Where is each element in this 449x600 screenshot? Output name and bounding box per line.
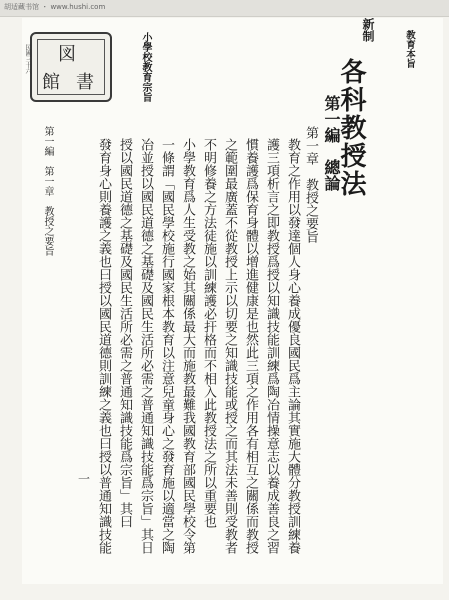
body-text-column: 之範圍最廣蓋不從教授上示以切要之知識技能或授之而其法未善則受教者 — [222, 138, 237, 554]
seal-char: 書 — [76, 72, 94, 93]
page-number: 一 — [78, 472, 91, 486]
source-note: 教育本旨 — [404, 30, 415, 68]
part-heading: 第一編 總論 — [322, 95, 341, 191]
chapter-heading: 第一章 教授之要旨 — [303, 126, 318, 243]
title-prefix: 新制 — [361, 18, 375, 42]
site-watermark: 胡适藏书馆 ・ www.hushi.com — [4, 3, 106, 11]
viewer-top-bar — [0, 0, 449, 17]
body-text-column: 不明修養之方法徒施以訓練護必扞格而不相入此教授法之所以重要也 — [201, 138, 216, 528]
seal-char: 館 — [42, 72, 60, 93]
body-text-column: 小學教育爲人生受教之始其關係最大而施教最難我國教育部國民學校令第 — [180, 138, 195, 554]
body-text-column: 發育身心則養護之義也曰授以國民道德則訓練之義也曰授以普通知識技能 — [96, 138, 111, 554]
library-seal-stamp — [24, 32, 112, 102]
body-text-column: 冶並授以國民道德之基礎及國民生活所必需之普通知識技能爲宗旨」其日 — [138, 138, 153, 554]
body-text-column: 教育之作用以發達個人身心養成優良國民爲主論其實施大體分教授訓練養 — [285, 138, 300, 554]
seal-side-text: 民國三十六 — [24, 44, 31, 74]
seal-char: 図 — [58, 44, 76, 65]
body-text-column: 一條謂「國民學校施行國家根本教育以注意兒童身心之發育施以適當之陶 — [159, 138, 174, 554]
body-text-column: 授以國民道德之基礎及國民生活所必需之普通知識技能爲宗旨」其曰 — [117, 138, 132, 528]
body-text-column: 慣養護爲保育身體以增進健康是也然此三項之作用各有相互之關係而教授 — [243, 138, 258, 554]
library-stamp-text — [112, 32, 150, 102]
body-text-column: 護三項析言之即教授爲授以知識技能訓練爲陶冶情操意志以養成善良之習 — [264, 138, 279, 554]
running-header: 第一編 第一章 教授之要旨 — [42, 126, 53, 256]
library-stamp-label: 小學校教育宗旨 — [140, 32, 151, 102]
book-title: 各科教授法 — [336, 58, 366, 198]
